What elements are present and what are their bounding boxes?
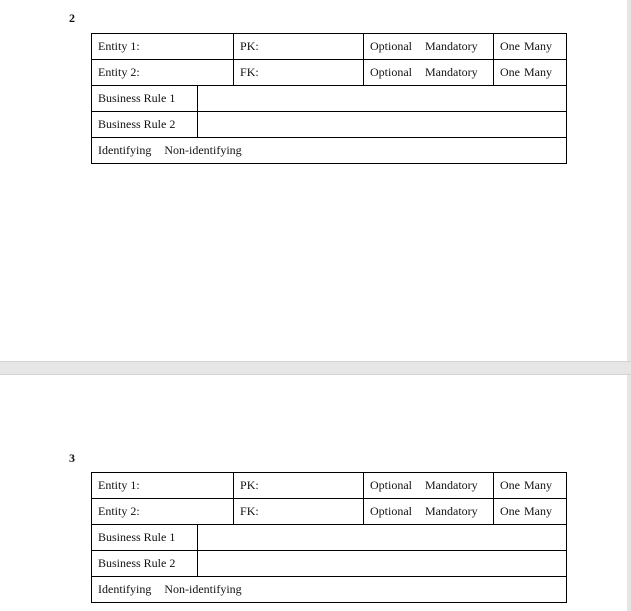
entity-2-cell[interactable]	[92, 499, 234, 525]
business-rule-2-row	[92, 112, 567, 138]
fk-label: FK:	[240, 504, 259, 518]
optional-option[interactable]: Optional	[370, 39, 413, 53]
pk-cell[interactable]	[234, 473, 364, 499]
page-break	[0, 361, 631, 375]
cardinality-cell	[494, 473, 567, 499]
entity-2-row	[92, 499, 567, 525]
many-option[interactable]: Many	[524, 39, 553, 53]
business-rule-2-field[interactable]	[198, 551, 567, 577]
business-rule-2-field[interactable]	[198, 112, 567, 138]
relationship-form	[91, 33, 567, 164]
fk-label: FK:	[240, 65, 259, 79]
entity-1-label: Entity 1:	[98, 478, 140, 492]
pk-cell[interactable]	[234, 34, 364, 60]
identifying-cell	[92, 138, 567, 164]
business-rule-2-label: Business Rule 2	[92, 551, 198, 577]
fk-cell[interactable]	[234, 499, 364, 525]
optional-option[interactable]: Optional	[370, 504, 413, 518]
optional-option[interactable]: Optional	[370, 65, 413, 79]
identifying-option[interactable]: Identifying	[98, 582, 152, 596]
business-rule-1-field[interactable]	[198, 86, 567, 112]
one-option[interactable]: One	[500, 65, 521, 79]
one-option[interactable]: One	[500, 478, 521, 492]
business-rule-1-label: Business Rule 1	[92, 525, 198, 551]
business-rule-1-label: Business Rule 1	[92, 86, 198, 112]
business-rule-1-field[interactable]	[198, 525, 567, 551]
mandatory-option[interactable]: Mandatory	[425, 478, 478, 492]
fk-cell[interactable]	[234, 60, 364, 86]
entity-2-cell[interactable]	[92, 60, 234, 86]
entity-1-cell[interactable]	[92, 473, 234, 499]
entity-1-row	[92, 34, 567, 60]
non-identifying-option[interactable]: Non-identifying	[164, 582, 242, 596]
non-identifying-option[interactable]: Non-identifying	[164, 143, 242, 157]
pk-label: PK:	[240, 478, 259, 492]
entity-2-label: Entity 2:	[98, 65, 140, 79]
optional-option[interactable]: Optional	[370, 478, 413, 492]
cardinality-cell	[494, 60, 567, 86]
optionality-cell	[364, 499, 494, 525]
business-rule-2-row	[92, 551, 567, 577]
pk-label: PK:	[240, 39, 259, 53]
cardinality-cell	[494, 499, 567, 525]
optionality-cell	[364, 473, 494, 499]
page-edge	[627, 0, 631, 611]
mandatory-option[interactable]: Mandatory	[425, 65, 478, 79]
entity-1-cell[interactable]	[92, 34, 234, 60]
optionality-cell	[364, 34, 494, 60]
identifying-row	[92, 577, 567, 603]
form-number: 3	[69, 451, 75, 465]
many-option[interactable]: Many	[524, 65, 553, 79]
page-3-sheet	[0, 375, 627, 611]
business-rule-2-label: Business Rule 2	[92, 112, 198, 138]
mandatory-option[interactable]: Mandatory	[425, 39, 478, 53]
one-option[interactable]: One	[500, 504, 521, 518]
cardinality-cell	[494, 34, 567, 60]
entity-2-label: Entity 2:	[98, 504, 140, 518]
many-option[interactable]: Many	[524, 504, 553, 518]
optionality-cell	[364, 60, 494, 86]
identifying-option[interactable]: Identifying	[98, 143, 152, 157]
business-rule-1-row	[92, 86, 567, 112]
entity-2-row	[92, 60, 567, 86]
identifying-row	[92, 138, 567, 164]
form-number: 2	[69, 11, 75, 25]
entity-1-label: Entity 1:	[98, 39, 140, 53]
relationship-form	[91, 472, 567, 603]
entity-1-row	[92, 473, 567, 499]
mandatory-option[interactable]: Mandatory	[425, 504, 478, 518]
one-option[interactable]: One	[500, 39, 521, 53]
business-rule-1-row	[92, 525, 567, 551]
identifying-cell	[92, 577, 567, 603]
many-option[interactable]: Many	[524, 478, 553, 492]
